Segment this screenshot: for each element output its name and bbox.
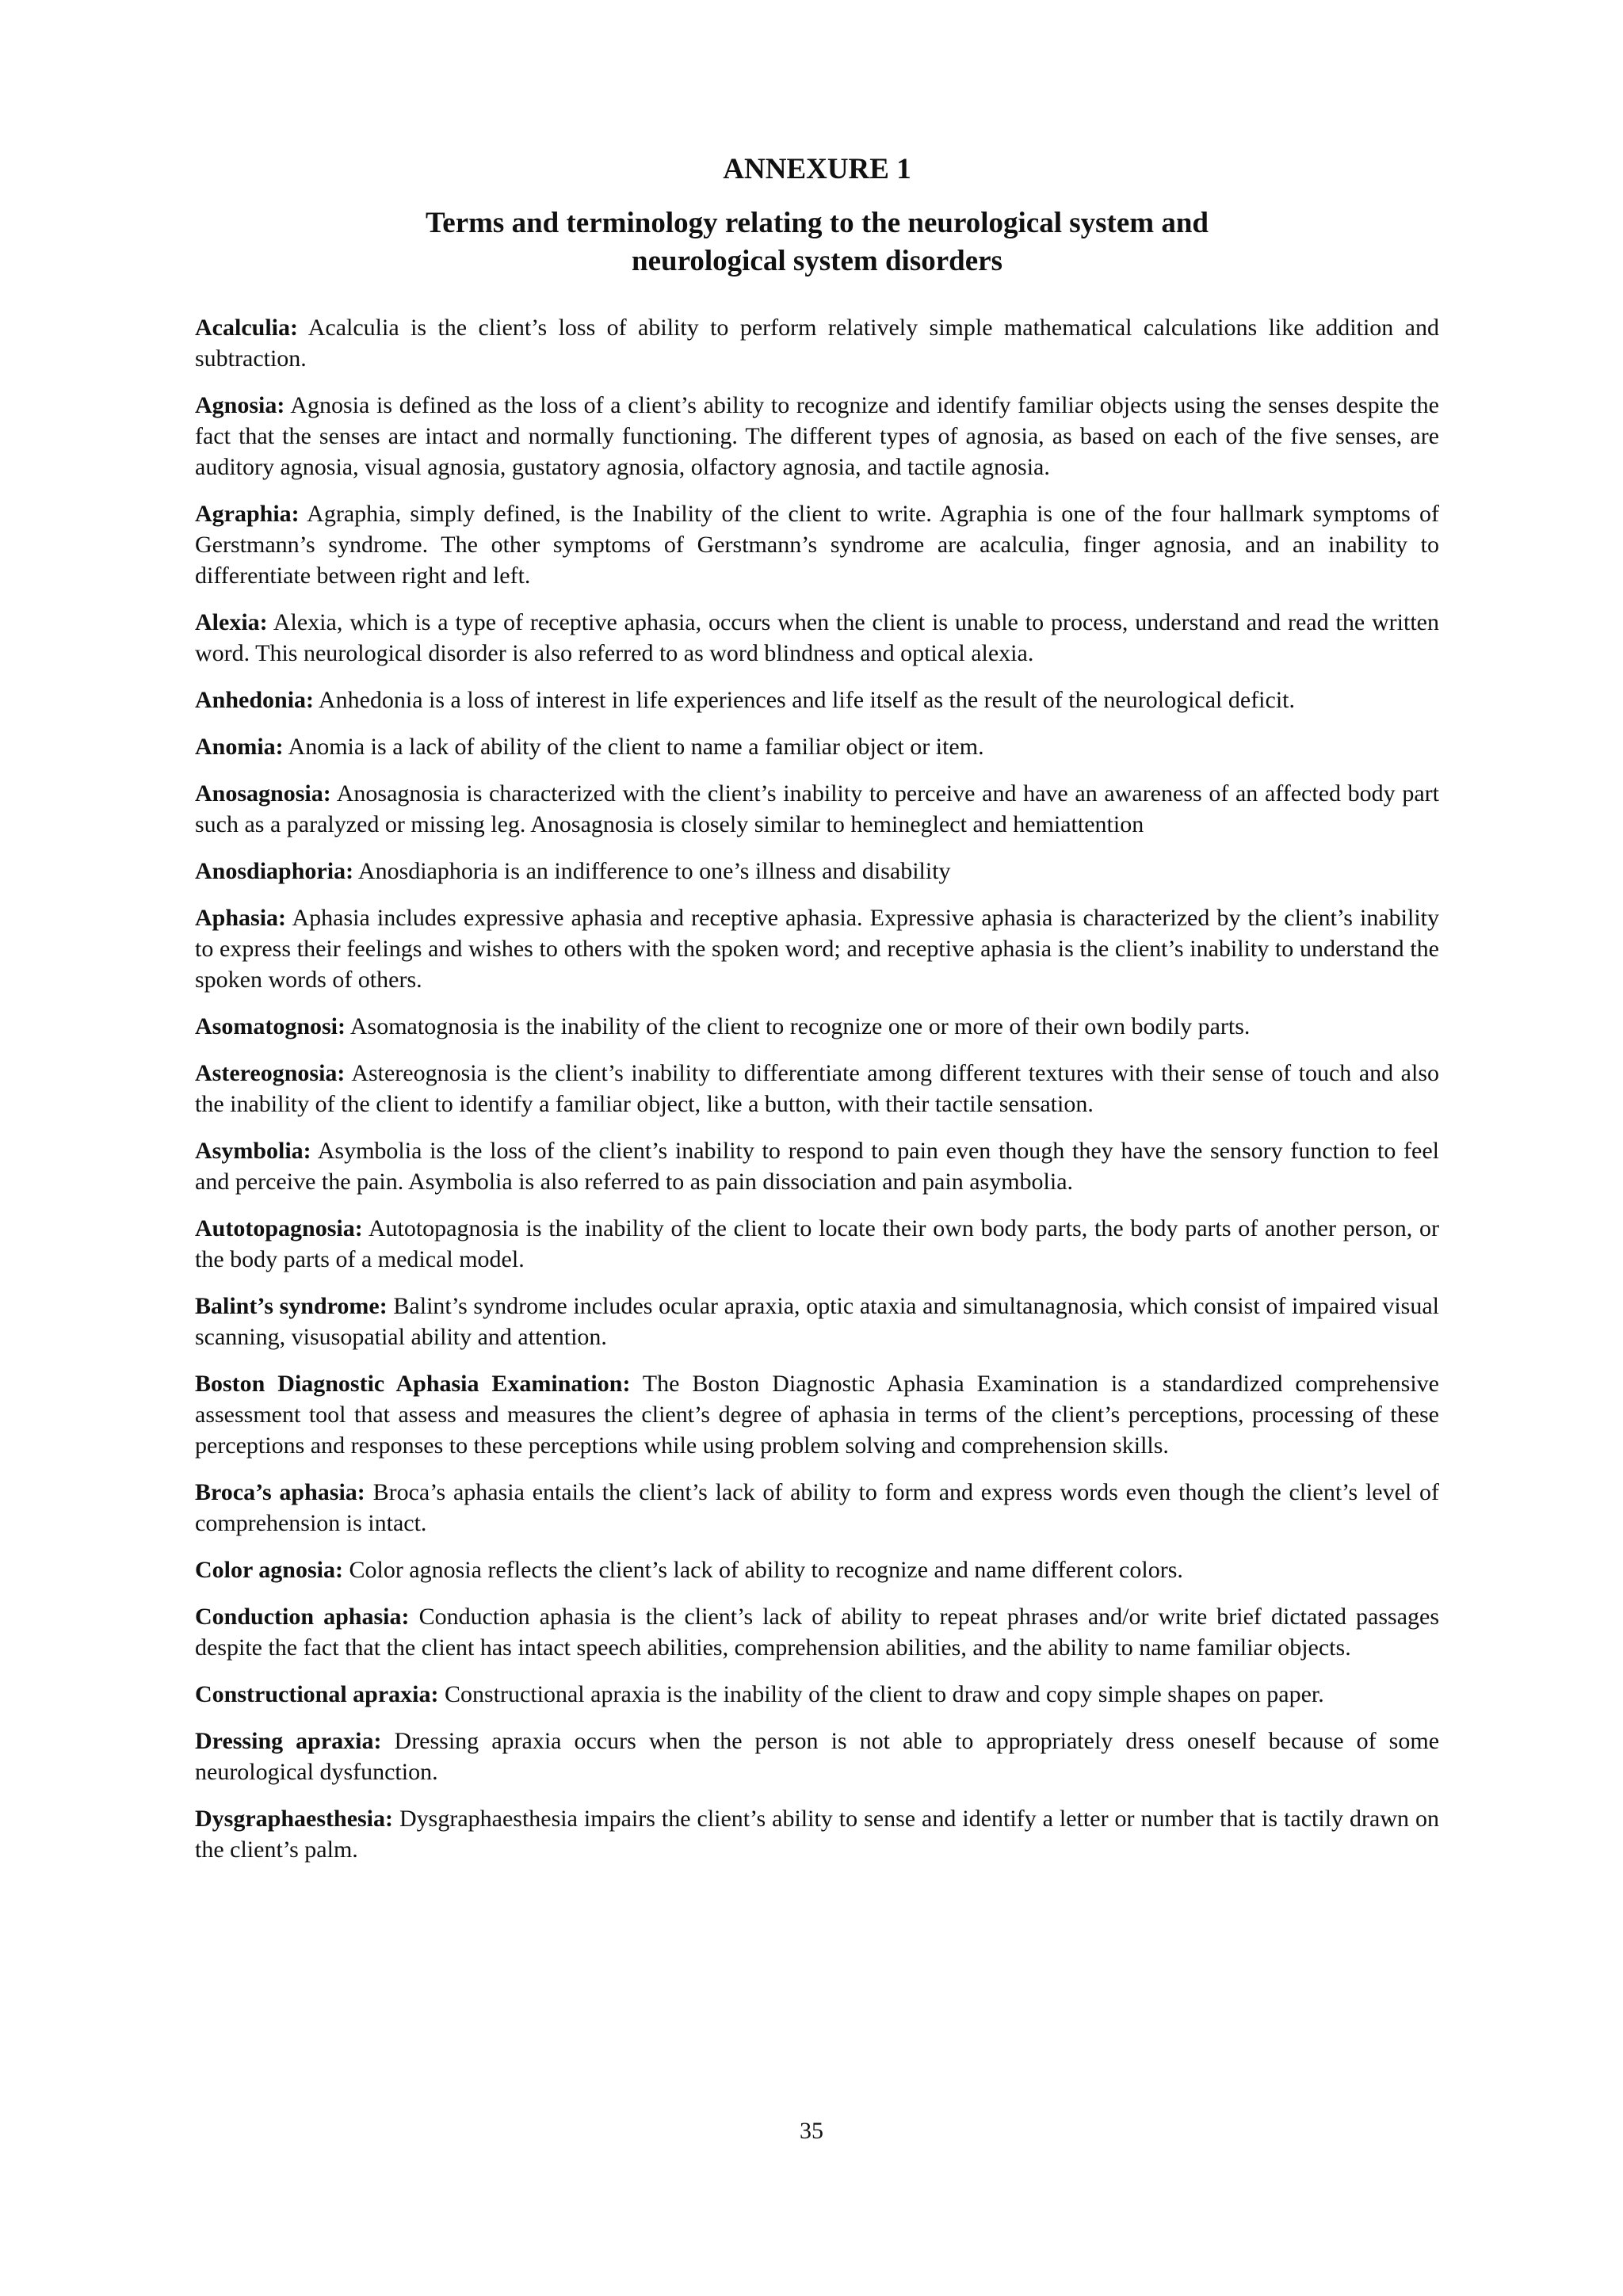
glossary-term: Astereognosia: xyxy=(195,1060,346,1086)
glossary-definition: Asomatognosia is the inability of the client to recognize one or more of their own bodily parts. xyxy=(349,1013,1251,1039)
glossary-term: Agraphia: xyxy=(195,501,300,527)
glossary-entry xyxy=(195,1213,1439,1275)
glossary-entry xyxy=(195,498,1439,591)
glossary-term: Asomatognosi: xyxy=(195,1013,346,1039)
glossary-term: Anhedonia: xyxy=(195,687,315,713)
glossary-entry xyxy=(195,1291,1439,1352)
glossary-entry xyxy=(195,1601,1439,1663)
glossary-definition: Agnosia is defined as the loss of a client’s ability to recognize and identify familiar objects using the senses despite the fact that the senses are intact and normally functioning. The different types of agnosia, as based on each of the five senses, are auditory agnosia, visual agnosia, gustatory agnosia, olfactory agnosia, and tactile agnosia. xyxy=(195,392,1439,480)
glossary-entry xyxy=(195,902,1439,995)
glossary-definition: Anhedonia is a loss of interest in life experiences and life itself as the result of the neurological deficit. xyxy=(318,687,1296,713)
glossary-definition: Anomia is a lack of ability of the client to name a familiar object or item. xyxy=(288,734,984,760)
glossary-entry xyxy=(195,1368,1439,1461)
glossary-entry xyxy=(195,1135,1439,1197)
glossary-definition: Color agnosia reflects the client’s lack of ability to recognize and name different colors. xyxy=(349,1557,1183,1583)
glossary-term: Anosdiaphoria: xyxy=(195,858,354,884)
glossary-definition: Autotopagnosia is the inability of the client to locate their own body parts, the body parts of another person, or the body parts of a medical model. xyxy=(195,1215,1439,1272)
glossary-definition: The Boston Diagnostic Aphasia Examination is a standardized comprehensive assessment tool that assess and measures the client’s degree of aphasia in terms of the client’s perceptions, processing of these perceptions and responses to these perceptions while using problem solving and comprehension skills. xyxy=(195,1371,1439,1459)
glossary-definition: Broca’s aphasia entails the client’s lack of ability to form and express words even though the client’s level of comprehension is intact. xyxy=(195,1479,1440,1536)
glossary-definition: Dysgraphaesthesia impairs the client’s ability to sense and identify a letter or number that is tactily drawn on the client’s palm. xyxy=(195,1806,1439,1863)
glossary-definition: Constructional apraxia is the inability of the client to draw and copy simple shapes on paper. xyxy=(445,1681,1324,1707)
glossary-definition: Alexia, which is a type of receptive aphasia, occurs when the client is unable to process, understand and read the written word. This neurological disorder is also referred to as word blindness and optical alexia. xyxy=(195,609,1439,666)
glossary-definition: Aphasia includes expressive aphasia and receptive aphasia. Expressive aphasia is characterized by the client’s inability to express their feelings and wishes to others with the spoken word; and receptive aphasia is the client’s inability to understand the spoken words of others. xyxy=(195,905,1439,993)
glossary-definition: Agraphia, simply defined, is the Inability of the client to write. Agraphia is one of the four hallmark symptoms of Gerstmann’s syndrome. The other symptoms of Gerstmann’s syndrome are acalculia, finger agnosia, and an inability to differentiate between right and left. xyxy=(195,501,1439,589)
document-page xyxy=(195,151,1439,1881)
glossary-definition: Anosdiaphoria is an indifference to one’s illness and disability xyxy=(357,858,951,884)
glossary-term: Boston Diagnostic Aphasia Examination: xyxy=(195,1371,631,1397)
glossary-entry xyxy=(195,856,1439,887)
glossary-term: Anomia: xyxy=(195,734,284,760)
glossary-term: Asymbolia: xyxy=(195,1138,311,1164)
glossary-entry xyxy=(195,1803,1439,1865)
glossary-term: Agnosia: xyxy=(195,392,285,418)
glossary-list xyxy=(195,312,1439,1865)
glossary-term: Acalculia: xyxy=(195,315,298,341)
glossary-entry xyxy=(195,1011,1439,1042)
document-title xyxy=(195,204,1439,280)
glossary-term: Constructional apraxia: xyxy=(195,1681,439,1707)
glossary-term: Autotopagnosia: xyxy=(195,1215,363,1241)
glossary-entry xyxy=(195,778,1439,840)
glossary-definition: Dressing apraxia occurs when the person is not able to appropriately dress oneself because of some neurological dysfunction. xyxy=(195,1728,1440,1785)
glossary-definition: Astereognosia is the client’s inability to differentiate among different textures with their sense of touch and also the inability of the client to identify a familiar object, like a button, with their tactile sensation. xyxy=(195,1060,1439,1117)
glossary-entry xyxy=(195,390,1439,482)
glossary-definition: Asymbolia is the loss of the client’s inability to respond to pain even though they have the sensory function to feel and perceive the pain. Asymbolia is also referred to as pain dissociation and pain asymbolia. xyxy=(195,1138,1439,1195)
glossary-entry xyxy=(195,685,1439,715)
glossary-term: Color agnosia: xyxy=(195,1557,343,1583)
glossary-entry xyxy=(195,731,1439,762)
glossary-entry xyxy=(195,1679,1439,1710)
glossary-definition: Balint’s syndrome includes ocular apraxia, optic ataxia and simultanagnosia, which consist of impaired visual scanning, visusopatial ability and attention. xyxy=(195,1293,1439,1350)
glossary-term: Alexia: xyxy=(195,609,268,635)
glossary-term: Anosagnosia: xyxy=(195,780,331,807)
glossary-term: Dressing apraxia: xyxy=(195,1728,382,1754)
glossary-entry xyxy=(195,1058,1439,1119)
glossary-entry xyxy=(195,312,1439,374)
glossary-entry xyxy=(195,1554,1439,1585)
glossary-definition: Acalculia is the client’s loss of ability to perform relatively simple mathematical calculations like addition and subtraction. xyxy=(195,315,1439,372)
glossary-entry xyxy=(195,1726,1439,1787)
glossary-term: Conduction aphasia: xyxy=(195,1604,410,1630)
document-title-line-1: Terms and terminology relating to the neurological system and xyxy=(425,207,1209,239)
glossary-definition: Conduction aphasia is the client’s lack of ability to repeat phrases and/or write brief dictated passages despite the fact that the client has intact speech abilities, comprehension abilities, and the ability to name familiar objects. xyxy=(195,1604,1440,1661)
glossary-definition: Anosagnosia is characterized with the client’s inability to perceive and have an awareness of an affected body part such as a paralyzed or missing leg. Anosagnosia is closely similar to hemineglect and hemiattention xyxy=(195,780,1439,837)
glossary-entry xyxy=(195,607,1439,669)
glossary-term: Broca’s aphasia: xyxy=(195,1479,365,1505)
document-title-line-2: neurological system disorders xyxy=(632,245,1002,277)
glossary-term: Balint’s syndrome: xyxy=(195,1293,388,1319)
page-number: 35 xyxy=(800,2118,823,2144)
annexure-heading: ANNEXURE 1 xyxy=(723,153,911,185)
glossary-term: Aphasia: xyxy=(195,905,287,931)
glossary-entry xyxy=(195,1477,1439,1539)
glossary-term: Dysgraphaesthesia: xyxy=(195,1806,394,1832)
